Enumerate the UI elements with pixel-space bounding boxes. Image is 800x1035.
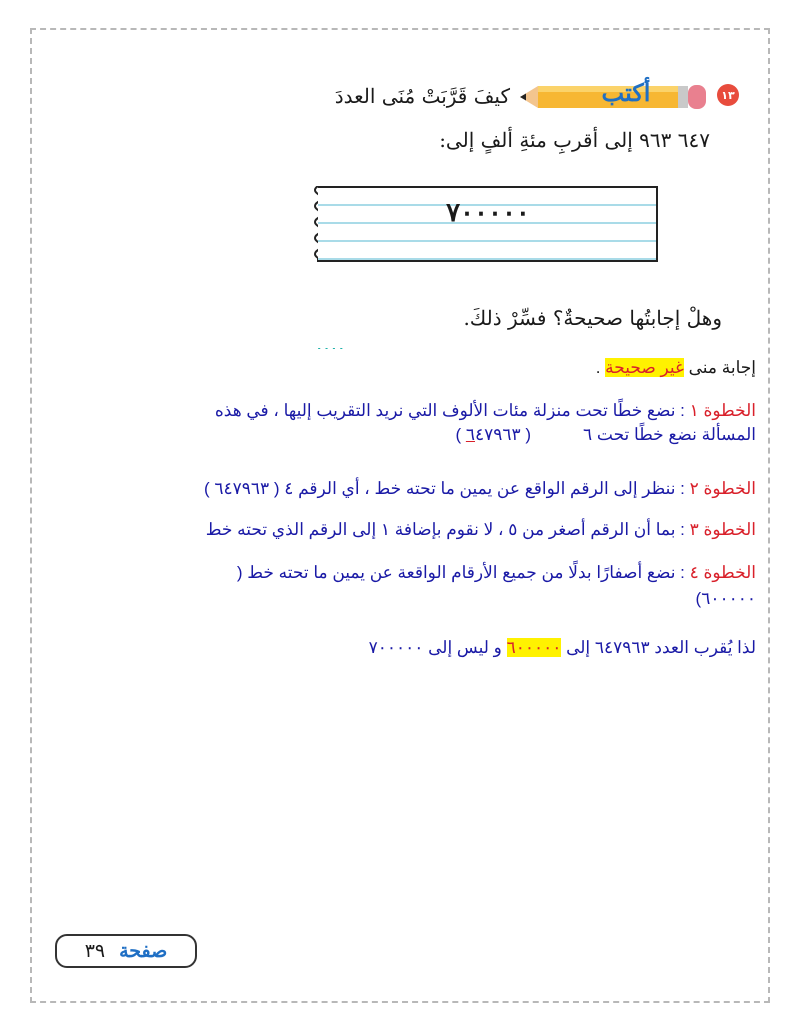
question-line-3: وهلْ إجابتُها صحيحةٌ؟ فسِّرْ ذلكَ. bbox=[463, 306, 722, 330]
step-2-label: الخطوة ٢ bbox=[689, 479, 756, 498]
step-3-label: الخطوة ٣ bbox=[689, 520, 756, 539]
question-line-1: كيفَ قَرَّبَتْ مُنَى العددَ bbox=[334, 84, 510, 108]
step-1-text-a: : نضع خطًا تحت منزلة مئات الألوف التي نريد التقريب إليها ، في هذه bbox=[214, 401, 690, 420]
step-4 bbox=[237, 563, 756, 609]
step-3 bbox=[206, 520, 756, 540]
answer-intro-prefix: إجابة منى bbox=[683, 358, 756, 377]
question-line-2: ٦٤٧ ٩٦٣ إلى أقربِ مئةِ ألفٍ إلى: bbox=[439, 128, 710, 152]
page-word: صفحة bbox=[119, 940, 168, 962]
step-1-number-prefix: ( bbox=[520, 425, 532, 444]
conclusion-suffix: و ليس إلى ٧٠٠٠٠٠ bbox=[368, 638, 507, 657]
step-2 bbox=[204, 479, 756, 499]
conclusion-highlight: ٦٠٠٠٠٠ bbox=[506, 638, 562, 657]
answer-intro-suffix: . bbox=[595, 358, 606, 377]
page-number: ٣٩ bbox=[84, 940, 106, 962]
step-1-number-underlined: ٦ bbox=[465, 425, 476, 444]
step-1-number-rest: ٤٧٩٦٣ ) bbox=[455, 425, 521, 444]
step-4-label: الخطوة ٤ bbox=[689, 563, 756, 582]
conclusion bbox=[369, 638, 756, 658]
answer-verdict-highlight: غير صحيحة bbox=[605, 358, 684, 377]
cropped-edge-mask bbox=[300, 340, 720, 348]
step-1-text-b: المسألة نضع خطًا تحت ٦ bbox=[583, 425, 756, 444]
step-4-text-a: : نضع أصفارًا بدلًا من جميع الأرقام الواقعة عن يمين ما تحته خط ( bbox=[236, 563, 690, 582]
pencil-label: أكتب bbox=[601, 78, 651, 107]
step-3-text: : بما أن الرقم أصغر من ٥ ، لا نقوم بإضافة ١ إلى الرقم الذي تحته خط bbox=[205, 520, 690, 539]
question-number-badge: ١٣ bbox=[717, 84, 739, 106]
conclusion-prefix: لذا يُقرب العدد ٦٤٧٩٦٣ إلى bbox=[561, 638, 756, 657]
page-number-tag bbox=[55, 934, 197, 968]
step-1-label: الخطوة ١ bbox=[689, 401, 756, 420]
step-2-text: : ننظر إلى الرقم الواقع عن يمين ما تحته خط ، أي الرقم ٤ ( ٦٤٧٩٦٣ ) bbox=[203, 479, 690, 498]
step-1 bbox=[215, 401, 756, 445]
step-4-text-b: ٦٠٠٠٠٠) bbox=[695, 589, 756, 608]
page-border bbox=[30, 28, 770, 1003]
box-value: ٧٠٠٠٠٠ bbox=[446, 198, 530, 228]
answer-intro bbox=[596, 358, 756, 378]
